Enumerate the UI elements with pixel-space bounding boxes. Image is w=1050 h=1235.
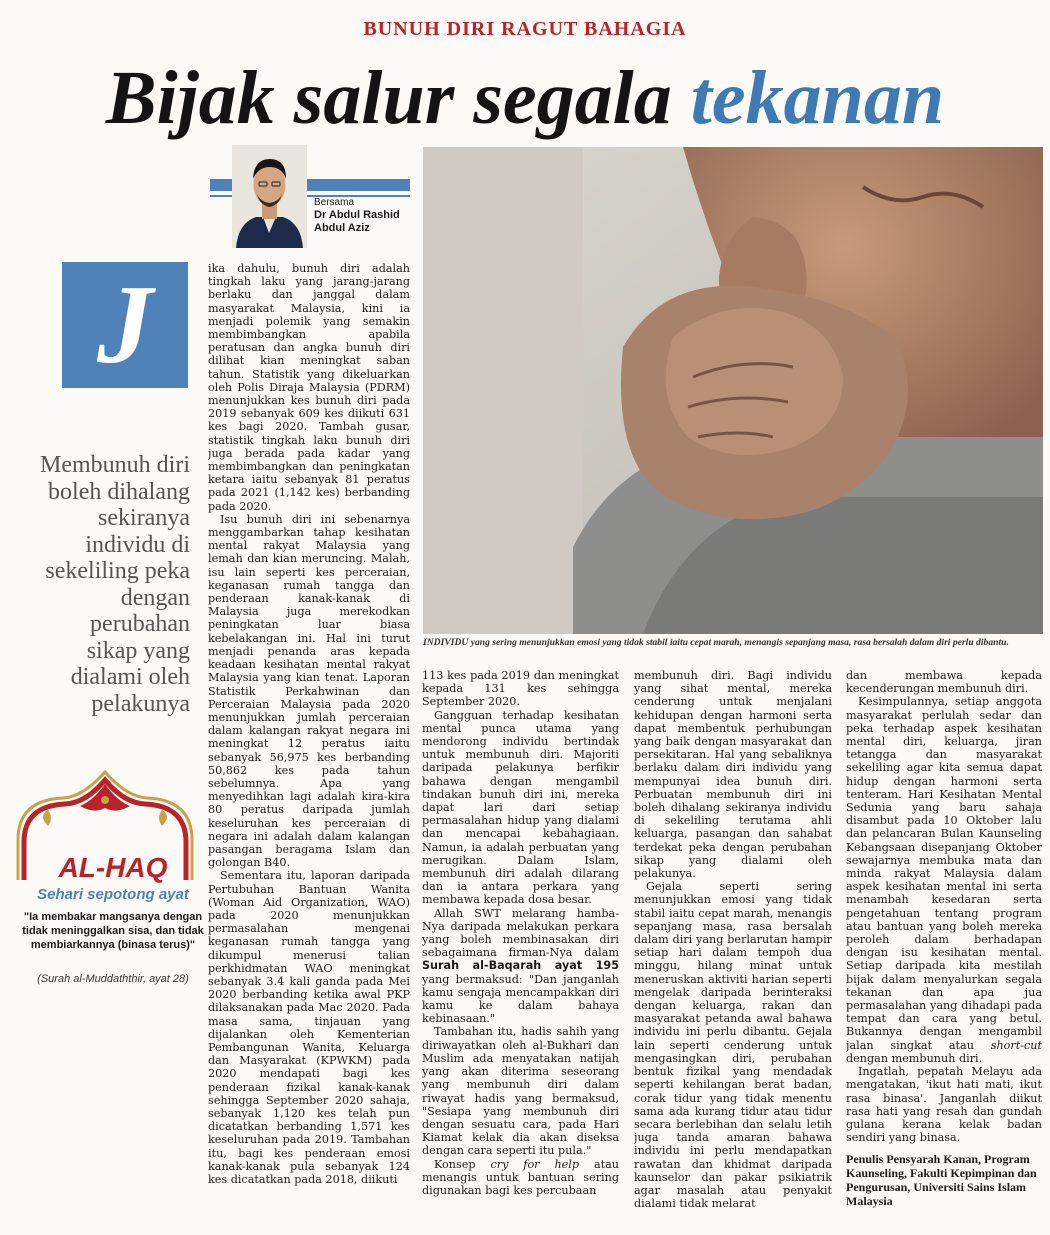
headline [0, 52, 1050, 144]
author-name-line-1: Dr Abdul Rashid [314, 209, 400, 221]
italic-term: cry for help [490, 1157, 580, 1171]
paragraph: 113 kes pada 2019 dan meningkat kepada 131 kes sehingga September 2020. [422, 669, 619, 709]
headline-accent: tekanan [690, 56, 945, 140]
surah-reference: Surah al-Baqarah ayat 195 [422, 959, 619, 973]
verse-reference: (Surah al-Muddaththir, ayat 28) [37, 973, 189, 985]
pull-quote: Membunuh diri boleh dihalang sekiranya individu di sekeliling peka dengan perubahan sikap yang dialami oleh pelakunya [40, 452, 190, 717]
paragraph [422, 1158, 619, 1198]
text-run: dengan membunuh diri. [846, 1051, 983, 1065]
paragraph: Tambahan itu, hadis sahih yang diriwayatkan oleh al-Bukhari dan Muslim ada menyatakan natijah yang akan diterima seseorang yang membunuh diri dalam riwayat hadis yang bermaksud, "Sesiapa yang membunuh diri dengan sesuatu cara, pada Hari Kiamat kelak dia akan diseksa dengan cara seperti itu pula." [422, 1025, 619, 1158]
headline-main: Bijak salur segala [105, 56, 672, 140]
author-credit: Penulis Pensyarah Kanan, Program Kaunseling, Fakulti Kepimpinan dan Pengurusan, Universiti Sains Islam Malaysia [846, 1152, 1037, 1209]
byline-label: Bersama [314, 197, 355, 208]
paragraph: Isu bunuh diri ini sebenarnya menggambarkan tahap kesihatan mental rakyat Malaysia yang lemah dan kian meruncing. Malah, isu lain seperti kes perceraian, keganasan rumah tangga dan penderaan kanak-kanak di Malaysia juga merekodkan peningkatan luar biasa kebelakangan ini. Hal ini turut menjadi penanda aras kepada keadaan kesihatan mental rakyat Malaysia yang kian tenat. Laporan Statistik Perkahwinan dan Perceraian Malaysia pada 2020 menunjukkan jumlah perceraian dalam kalangan rakyat negara ini meningkat 12 peratus iaitu sebanyak 56,975 kes berbanding 50,862 kes pada tahun sebelumnya. Apa yang menyedihkan lagi adalah kira-kira 80 peratus daripada jumlah keseluruhan kes perceraian di negara ini adalah dalam kalangan pasangan beragama Islam dan golongan B40. [208, 512, 410, 870]
al-haq-title: AL-HAQ [58, 852, 168, 883]
author-name [314, 209, 414, 235]
paragraph: Gejala seperti sering menunjukkan emosi yang tidak stabil iaitu cepat marah, menangis sepanjang masa, rasa bersalah dalam diri yang berlarutan hampir setiap hari dalam tempoh dua minggu, hilang minat untuk meneruskan aktiviti harian seperti mengelak daripada berinteraksi dengan keluarga, rakan dan masyarakat petanda awal bahawa individu ini perlu dibantu. Gejala lain seperti cenderung untuk mengasingkan diri, perubahan bentuk fizikal yang mendadak seperti kehilangan berat badan, corak tidur yang tidak menentu sama ada kurang tidur atau tidur secara berlebihan dan selalu letih juga tanda amaran bahawa individu ini perlu mendapatkan rawatan dan khidmat daripada kaunselor dan pakar psikiatrik agar masalah atau penyakit dialami tidak melarat [634, 880, 832, 1211]
body-column-1 [208, 262, 410, 1222]
al-haq-box [8, 770, 202, 1020]
italic-term: short-cut [990, 1038, 1042, 1052]
text-run: atau menangis untuk bantuan sering digunakan bagi kes percubaan [422, 1157, 619, 1197]
paragraph: dan membawa kepada kecenderungan membunuh diri. [846, 669, 1042, 696]
byline [210, 145, 410, 248]
body-column-2 [422, 669, 619, 1225]
main-photo [423, 147, 1043, 634]
drop-cap: J [62, 262, 188, 388]
text-run: Kesimpulannya, setiap anggota masyarakat perlulah sedar dan peka terhadap aspek kesihatan mental diri, keluarga, jiran tetangga dan masyarakat sekeliling agar kita semua dapat hidup dengan harmoni serta tenteram. Hari Kesihatan Mental Sedunia yang baru sahaja disambut pada 10 Oktober lalu dan pelancaran Bulan Kaunseling Kebangsaan disepanjang Oktober sewajarnya membuka mata dan minda rakyat Malaysia dalam aspek kesihatan mental ini serta menambah kesedaran serta pengetahuan tentang program atau bantuan yang boleh mereka peroleh dalam berhadapan dengan isu kesihatan mental. Setiap daripada kita mestilah bijak dalam menyalurkan segala tekanan dan apa jua permasalahan yang dihadapi pada tempat dan cara yang betul. Bukannya dengan mengambil jalan singkat atau [846, 695, 1042, 1052]
al-haq-tagline: Sehari sepotong ayat [37, 886, 189, 903]
author-portrait [232, 145, 307, 248]
text-run: yang bermaksud: "Dan janganlah kamu sengaja mencampakkan diri kamu ke dalam bahaya kebinasaan." [422, 972, 619, 1026]
body-column-3 [634, 669, 832, 1225]
kicker: BUNUH DIRI RAGUT BAHAGIA [363, 18, 687, 40]
text-run: Allah SWT melarang hamba-Nya daripada melakukan perkara yang boleh membinasakan diri sebagaimana firman-Nya dalam [422, 906, 619, 960]
author-name-line-2: Abdul Aziz [314, 222, 370, 234]
body-column-4 [846, 669, 1042, 1225]
paragraph: membunuh diri. Bagi individu yang sihat mental, mereka cenderung untuk menjalani kehidupan dengan harmoni serta dapat membentuk perhubungan yang baik dengan masyarakat dan persekitaran. Hal yang sebaliknya berlaku dalam diri individu yang mempunyai idea bunuh diri. Perbuatan membunuh diri ini boleh dihalang sekiranya individu di sekeliling terutama ahli keluarga, pasangan dan sahabat terdekat peka dengan perubahan sikap yang dialami oleh pelakunya. [634, 669, 832, 881]
paragraph: Sementara itu, laporan daripada Pertubuhan Bantuan Wanita (Woman Aid Organization, WAO) pada 2020 menunjukkan permasalahan mengenai keganasan rumah tangga yang dikumpul menerusi talian perkhidmatan WAO meningkat sebanyak 3.4 kali ganda pada Mei 2020 berbanding ketika awal PKP dilaksanakan pada Mac 2020. Pada masa sama, tinjauan yang dijalankan oleh Kementerian Pembangunan Wanita, Keluarga dan Masyarakat (KPWKM) pada 2020 mendapati bagi kes penderaan fizikal kanak-kanak sehingga September 2020 sahaja, sebanyak 1,120 kes telah pun dicatatkan berbanding 1,571 kes keseluruhan pada 2019. Tambahan itu, bagi kes penderaan emosi kanak-kanak pula sebanyak 124 kes dicatatkan pada 2018, diikuti [208, 869, 410, 1187]
photo-caption: INDIVIDU yang sering menunjukkan emosi yang tidak stabil iaitu cepat marah, menangis sepanjang masa, rasa bersalah dalam diri perlu dibantu. [423, 637, 1009, 648]
quran-verse: "Ia membakar mangsanya dengan tidak meninggalkan sisa, dan tidak membiarkannya (binasa terus)" [22, 911, 204, 951]
text-run: Konsep [434, 1157, 491, 1171]
paragraph: ika dahulu, bunuh diri adalah tingkah laku yang jarang-jarang berlaku dan janggal dalam masyarakat Malaysia, kini ia menjadi polemik yang semakin membimbangkan apabila peratusan dan angka bunuh diri dilihat kian meningkat saban tahun. Statistik yang dikeluarkan oleh Polis Diraja Malaysia (PDRM) menunjukkan kes bunuh diri pada 2019 sebanyak 609 kes diikuti 631 kes bagi 2020. Tambah gusar, statistik tingkah laku bunuh diri juga berada pada kadar yang membimbangkan dan peningkatan ketara iaitu sebanyak 81 peratus pada 2021 (1,142 kes) berbanding pada 2020. [208, 262, 410, 513]
paragraph [422, 907, 619, 1026]
paragraph: Ingatlah, pepatah Melayu ada mengatakan, 'ikut hati mati, ikut rasa binasa'. Janganlah diikut rasa hati yang resah dan gundah gulana kerana kelak badan sendiri yang binasa. [846, 1065, 1042, 1145]
paragraph [846, 695, 1042, 1065]
paragraph: Gangguan terhadap kesihatan mental punca utama yang mendorong individu bertindak untuk membunuh diri. Majoriti daripada pelakunya berfikir bahawa dengan mengambil tindakan bunuh diri ini, mereka dapat lari dari setiap permasalahan hidup yang dialami dan mencapai kebahagiaan. Namun, ia adalah perbuatan yang merugikan. Dalam Islam, membunuh diri adalah dilarang dan ia antara perkara yang membawa kepada dosa besar. [422, 708, 619, 907]
